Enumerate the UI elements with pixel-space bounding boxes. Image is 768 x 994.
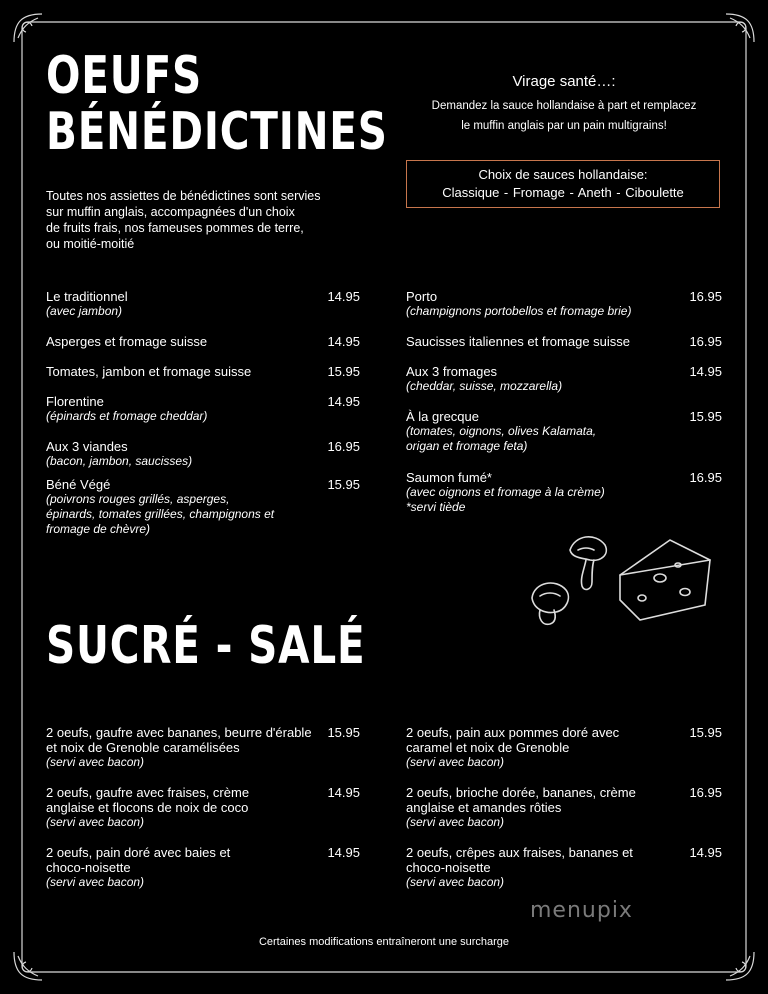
item-price: 16.95: [327, 439, 360, 454]
item-name: Asperges et fromage suisse: [46, 334, 208, 349]
menu-item: [46, 364, 360, 394]
menu-item: [406, 334, 722, 364]
item-name: Porto: [406, 289, 438, 304]
virage-line: Demandez la sauce hollandaise à part et remplacez: [431, 100, 697, 112]
menu-item: [46, 439, 360, 477]
item-description: (poivrons rouges grillés, asperges, épinards, tomates grillées, champignons et fromage de chèvre): [46, 492, 275, 536]
item-name: À la grecque: [406, 409, 479, 424]
item-name: Le traditionnel: [46, 289, 128, 304]
item-price: 15.95: [689, 409, 722, 424]
item-description: (servi avec bacon): [406, 815, 505, 829]
item-description: (servi avec bacon): [46, 875, 145, 889]
menu-item: [406, 289, 722, 334]
item-name: Aux 3 viandes: [46, 439, 128, 454]
item-price: 15.95: [327, 725, 360, 740]
virage-line: le muffin anglais par un pain multigrains!: [461, 120, 667, 132]
intro-text: [46, 188, 356, 252]
item-name: Saumon fumé*: [406, 470, 492, 485]
title-line-2: BÉNÉDICTINES: [46, 102, 388, 162]
section-title-sucre-sale: SUCRÉ - SALÉ: [46, 616, 366, 676]
item-name: Tomates, jambon et fromage suisse: [46, 364, 252, 379]
item-name: 2 oeufs, pain doré avec baies et choco-noisette: [46, 845, 231, 875]
footer-note: Certaines modifications entraîneront une surcharge: [258, 936, 510, 948]
item-description: (servi avec bacon): [46, 815, 145, 829]
item-description: (avec jambon): [46, 304, 123, 318]
item-description: (bacon, jambon, saucisses): [46, 454, 193, 468]
item-price: 14.95: [689, 845, 722, 860]
item-name: Aux 3 fromages: [406, 364, 498, 379]
item-description: (servi avec bacon): [406, 875, 505, 889]
item-description: (épinards et fromage cheddar): [46, 409, 208, 423]
item-description: (champignons portobellos et fromage brie): [406, 304, 632, 318]
item-price: 14.95: [327, 785, 360, 800]
intro-line: de fruits frais, nos fameuses pommes de terre,: [46, 221, 304, 235]
menu-item: [406, 845, 722, 890]
menu-item: [46, 394, 360, 439]
item-price: 16.95: [689, 334, 722, 349]
item-price: 15.95: [689, 725, 722, 740]
title-line-1: OEUFS: [46, 46, 202, 106]
menu-item: [406, 409, 722, 470]
intro-line: Toutes nos assiettes de bénédictines sont servies: [46, 189, 321, 203]
sucre-sale-left-column: [46, 725, 360, 890]
item-name: Béné Végé: [46, 477, 111, 492]
item-description: (avec oignons et fromage à la crème) *servi tiède: [406, 485, 605, 514]
intro-line: ou moitié-moitié: [46, 237, 135, 251]
menu-item: [46, 845, 360, 890]
sauce-list: Classique - Fromage - Aneth - Ciboulette: [442, 185, 684, 200]
menu-item: [46, 477, 360, 537]
item-price: 15.95: [327, 364, 360, 379]
menu-item: [406, 725, 722, 785]
item-price: 16.95: [689, 785, 722, 800]
item-name: Florentine: [46, 394, 104, 409]
item-price: 14.95: [327, 289, 360, 304]
item-description: (cheddar, suisse, mozzarella): [406, 379, 563, 393]
menu-item: [406, 785, 722, 845]
item-description: (servi avec bacon): [46, 755, 145, 769]
item-description: (tomates, oignons, olives Kalamata, origan et fromage feta): [406, 424, 597, 453]
menupix-watermark: menupix: [530, 898, 633, 923]
menu-item: [46, 785, 360, 845]
menu-item: [46, 334, 360, 364]
benedictines-left-column: [46, 289, 360, 537]
item-price: 16.95: [689, 470, 722, 485]
sauce-heading: Choix de sauces hollandaise:: [478, 167, 648, 182]
item-name: 2 oeufs, brioche dorée, bananes, crème anglaise et amandes rôties: [406, 785, 636, 815]
sucre-sale-right-column: [406, 725, 722, 890]
menu-item: [46, 289, 360, 334]
item-name: 2 oeufs, gaufre avec fraises, crème anglaise et flocons de noix de coco: [46, 785, 250, 815]
menu-item: [46, 725, 360, 785]
mushroom-cheese-illustration: [520, 520, 720, 640]
item-price: 14.95: [689, 364, 722, 379]
virage-heading: Virage santé…:: [512, 73, 616, 90]
item-description: (servi avec bacon): [406, 755, 505, 769]
item-price: 14.95: [327, 394, 360, 409]
item-name: 2 oeufs, crêpes aux fraises, bananes et choco-noisette: [406, 845, 633, 875]
item-price: 16.95: [689, 289, 722, 304]
menu-item: [406, 470, 722, 515]
item-price: 14.95: [327, 334, 360, 349]
menu-item: [406, 364, 722, 409]
item-price: 14.95: [327, 845, 360, 860]
item-name: Saucisses italiennes et fromage suisse: [406, 334, 631, 349]
item-name: 2 oeufs, gaufre avec bananes, beurre d'érable et noix de Grenoble caramélisées: [46, 725, 312, 755]
sauce-choices-box: [406, 160, 720, 208]
virage-sante-note: [406, 72, 722, 136]
benedictines-right-column: [406, 289, 722, 515]
section-title-benedictines: [46, 48, 388, 160]
item-price: 15.95: [327, 477, 360, 492]
item-name: 2 oeufs, pain aux pommes doré avec caramel et noix de Grenoble: [406, 725, 620, 755]
intro-line: sur muffin anglais, accompagnées d'un choix: [46, 205, 295, 219]
